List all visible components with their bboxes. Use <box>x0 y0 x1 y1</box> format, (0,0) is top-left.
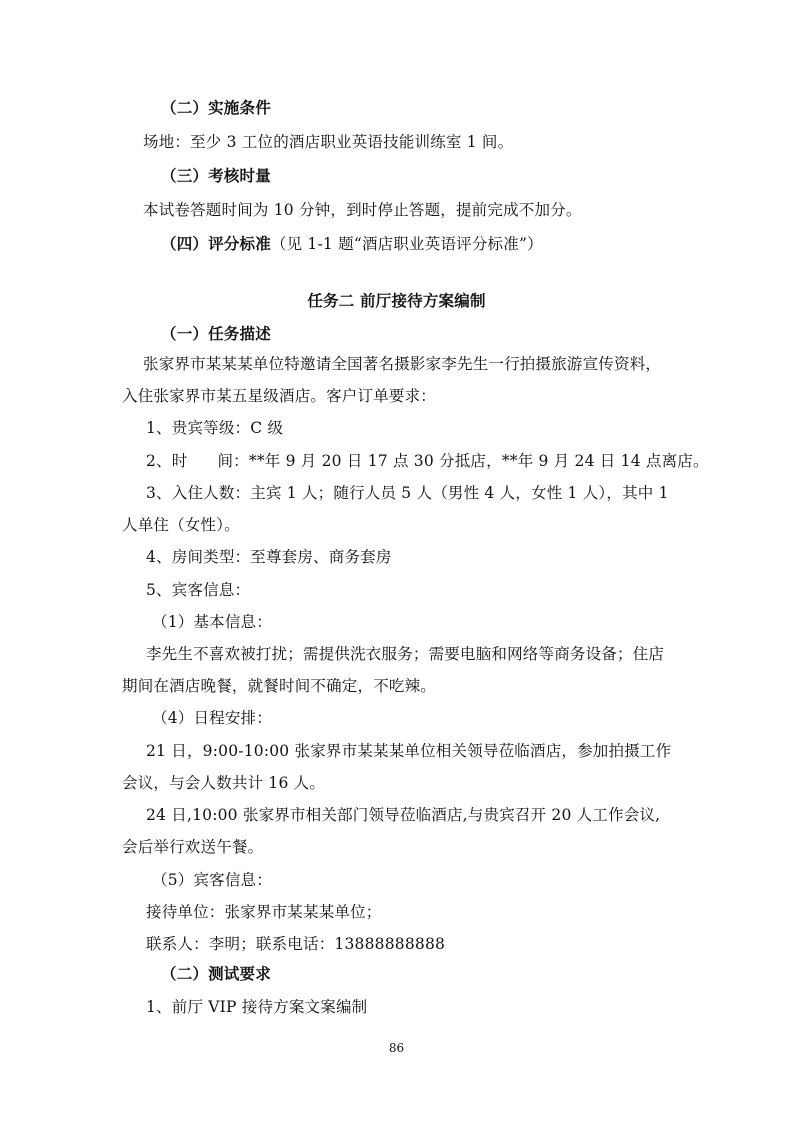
subheading-basic-info: （1）基本信息： <box>152 613 272 631</box>
list-item-room-type: 4、房间类型：至尊套房、商务套房 <box>146 548 392 566</box>
paragraph-schedule-day24-line2: 会后举行欢送午餐。 <box>122 838 264 856</box>
paragraph-basic-info-line2: 期间在酒店晚餐，就餐时间不确定，不吃辣。 <box>122 677 437 695</box>
subheading-guest-info: （5）宾客信息： <box>152 871 272 889</box>
list-item-requirement-1: 1、前厅 VIP 接待方案文案编制 <box>146 998 368 1016</box>
list-item-guests-line1: 3、入住人数：主宾 1 人；随行人员 5 人（男性 4 人，女性 1 人），其中 1 <box>146 484 669 502</box>
page-number: 86 <box>388 1041 405 1055</box>
section-heading-task-description: （一）任务描述 <box>161 324 271 343</box>
subheading-schedule: （4）日程安排： <box>152 709 272 727</box>
paragraph-reception-unit: 接待单位：张家界市某某某单位； <box>146 903 382 921</box>
section-heading-test-requirements: （二）测试要求 <box>161 964 271 983</box>
section-heading-duration: （三）考核时量 <box>161 166 271 185</box>
list-item-time <box>146 451 709 471</box>
paragraph-intro-line1: 张家界市某某某单位特邀请全国著名摄影家李先生一行拍摄旅游宣传资料， <box>143 355 662 373</box>
section-heading-scoring-line <box>161 234 543 254</box>
scoring-note: （见 1-1 题“酒店职业英语评分标准”） <box>270 235 543 253</box>
paragraph-duration: 本试卷答题时间为 10 分钟，到时停止答题，提前完成不加分。 <box>143 201 582 219</box>
list-item-guest-info: 5、宾客信息： <box>146 581 251 599</box>
list-item-guests-line2: 人单住（女性）。 <box>122 516 240 534</box>
paragraph-venue: 场地：至少 3 工位的酒店职业英语技能训练室 1 间。 <box>143 133 514 151</box>
paragraph-intro-line2: 入住张家界市某五星级酒店。客户订单要求： <box>122 387 437 405</box>
list-item-time-label-a: 2、时 <box>146 452 188 470</box>
paragraph-basic-info-line1: 李先生不喜欢被打扰；需提供洗衣服务；需要电脑和网络等商务设备；住店 <box>146 645 665 663</box>
list-item-time-value: 间：**年 9 月 20 日 17 点 30 分抵店，**年 9 月 24 日 14 点离店。 <box>217 452 709 470</box>
list-item-vip-level: 1、贵宾等级：C 级 <box>146 419 284 437</box>
task-title: 任务二 前厅接待方案编制 <box>307 291 486 310</box>
paragraph-schedule-day24-line1: 24 日,10:00 张家界市相关部门领导莅临酒店,与贵宾召开 20 人工作会议, <box>146 806 661 824</box>
paragraph-contact: 联系人：李明；联系电话：13888888888 <box>146 935 446 953</box>
paragraph-schedule-day21-line2: 会议，与会人数共计 16 人。 <box>122 774 326 792</box>
paragraph-schedule-day21-line1: 21 日，9:00-10:00 张家界市某某某单位相关领导莅临酒店，参加拍摄工作 <box>146 742 672 760</box>
section-heading-scoring: （四）评分标准 <box>161 234 271 253</box>
section-heading-conditions: （二）实施条件 <box>161 98 271 117</box>
